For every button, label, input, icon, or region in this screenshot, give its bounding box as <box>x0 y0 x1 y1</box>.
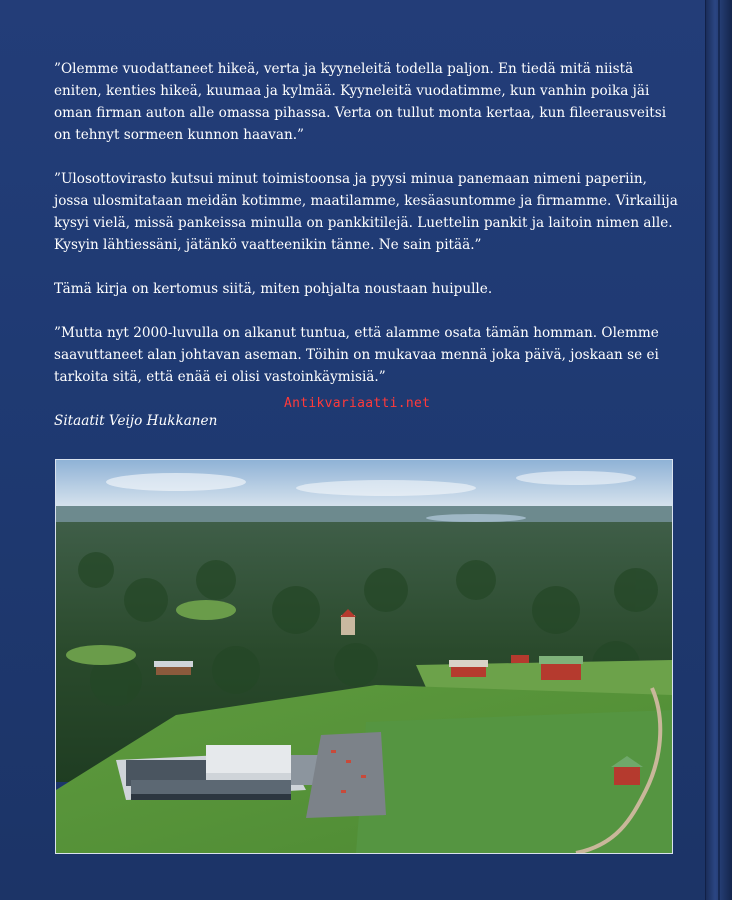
tagline-paragraph: Tämä kirja on kertomus siitä, miten pohjalta noustaan huipulle. <box>54 281 493 297</box>
spine-crease <box>718 0 720 900</box>
quote-paragraph-2: ”Ulosottovirasto kutsui minut toimistoonsa ja pyysi minua panemaan nimeni paperiin, jossa ulosmitataan meidän kotimme, maatilamme, kesäasuntomme ja firmamme. Virkailija kysyi vielä, missä pankeissa minulla on pankkitilejä. Luettelin pankit ja laitoin nimen alle. Kysyin lähtiessäni, jätänkö vaatteenikin tänne. Ne sain pitää.” <box>54 171 678 253</box>
aerial-photo <box>55 459 673 854</box>
quote-paragraph-1: ”Olemme vuodattaneet hikeä, verta ja kyyneleitä todella paljon. En tiedä mitä niistä eniten, kenties hikeä, kuumaa ja kylmää. Kyyneleitä vuodatimme, kun vanhin poika jäi oman firman auton alle omassa pihassa. Verta on tullut monta kertaa, kun fileerausveitsi on tehnyt sormeen kunnon haavan.” <box>54 61 667 143</box>
quote-paragraph-3: ”Mutta nyt 2000-luvulla on alkanut tuntua, että alamme osata tämän homman. Olemme saavuttaneet alan johtavan aseman. Töihin on mukavaa mennä joka päivä, joskaan se ei tarkoita sitä, että enää ei olisi vastoinkäymisiä.” <box>54 325 659 385</box>
aerial-photo-illustration <box>56 460 672 853</box>
blurb-text <box>54 58 680 454</box>
watermark: Antikvariaatti.net <box>284 396 431 411</box>
signature: Sitaatit Veijo Hukkanen <box>54 413 218 429</box>
